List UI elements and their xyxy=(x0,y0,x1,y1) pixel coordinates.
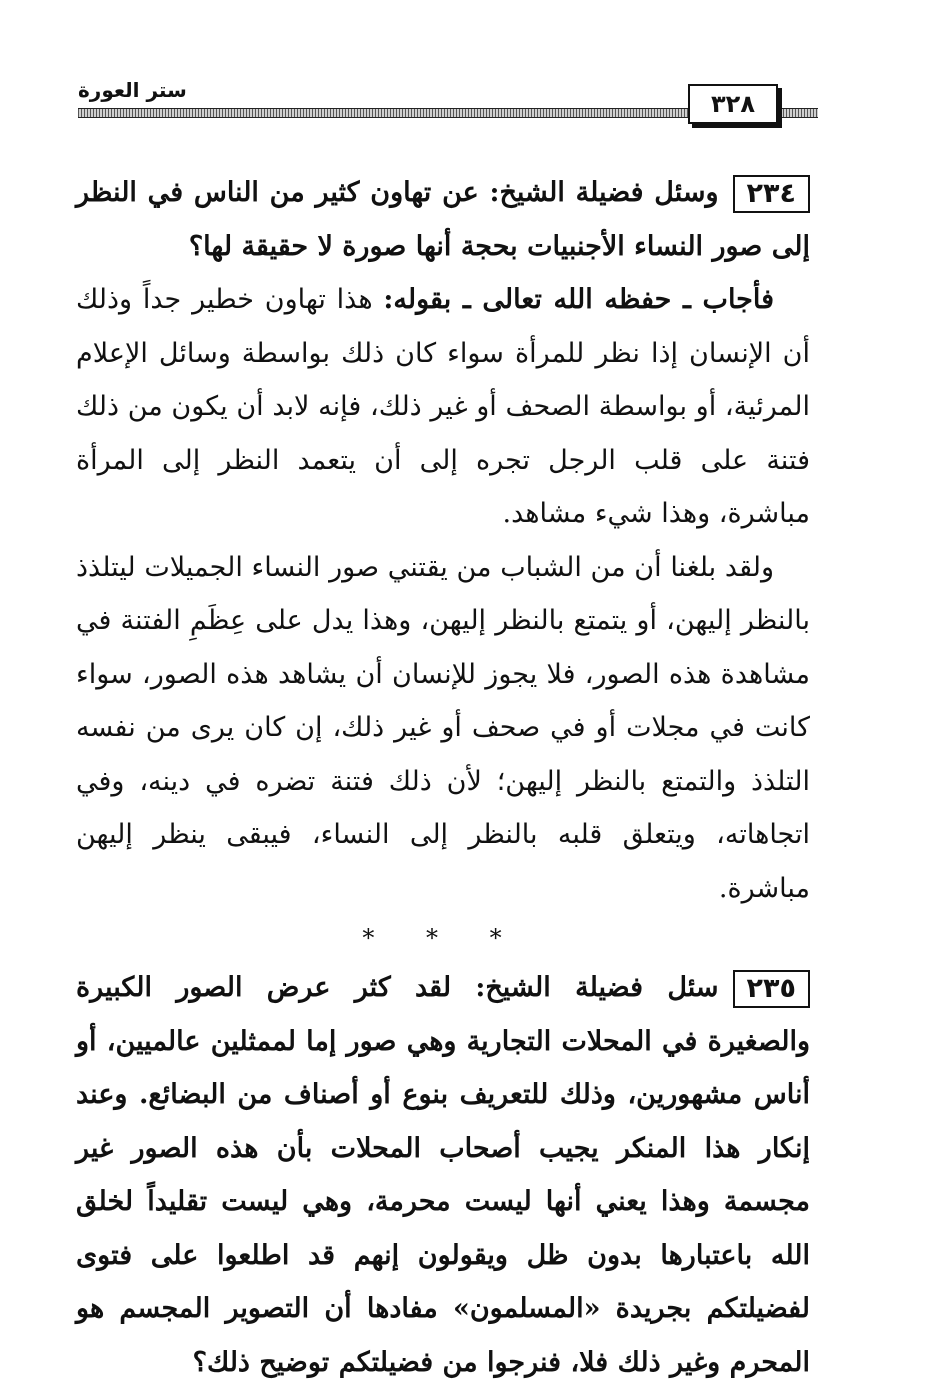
page-body xyxy=(76,166,810,1389)
question-number-234: ٢٣٤ xyxy=(733,175,810,213)
question-234-text: وسئل فضيلة الشيخ: عن تهاون كثير من الناس في النظر إلى صور النساء الأجنبيات بحجة أنها صورة لا حقيقة لها؟ xyxy=(76,177,810,262)
answer-234-text-1: هذا تهاون خطير جداً وذلك أن الإنسان إذا نظر للمرأة سواء كان ذلك بواسطة وسائل الإعلام المرئية، أو بواسطة الصحف أو غير ذلك، فإنه لابد أن يكون من ذلك فتنة على قلب الرجل تجره إلى أن يتعمد النظر إلى المرأة مباشرة، وهذا شيء مشاهد. xyxy=(76,284,810,529)
section-separator: * * * xyxy=(362,924,524,952)
question-235-text: سئل فضيلة الشيخ: لقد كثر عرض الصور الكبيرة والصغيرة في المحلات التجارية وهي صور إما لممثلين عالميين، أو أناس مشهورين، وذلك للتعريف بنوع أو أصناف من البضائع. وعند إنكار هذا المنكر يجيب أصحاب المحلات بأن هذه الصور غير مجسمة وهذا يعني أنها ليست محرمة، وهي ليست تقليداً لخلق الله باعتبارها بدون ظل ويقولون إنهم قد اطلعوا على فتوى لفضيلتكم بجريدة «المسلمون» مفادها أن التصوير المجسم هو المحرم وغير ذلك فلا، فنرجوا من فضيلتكم توضيح ذلك؟ xyxy=(76,972,810,1378)
page-number: ٣٢٨ xyxy=(688,84,778,124)
question-number-235: ٢٣٥ xyxy=(733,970,810,1008)
answer-234-paragraph-2: ولقد بلغنا أن من الشباب من يقتني صور النساء الجميلات ليتلذذ بالنظر إليهن، أو يتمتع بالنظر إليهن، وهذا يدل على عِظَمِ الفتنة في مشاهدة هذه الصور، فلا يجوز للإنسان أن يشاهد هذه الصور، سواء كانت في مجلات أو في صحف أو غير ذلك، إن كان يرى من نفسه التلذذ والتمتع بالنظر إليهن؛ لأن ذلك فتنة تضره في دينه، وفي اتجاهاته، ويتعلق قلبه بالنظر إلى النساء، فيبقى ينظر إليهن مباشرة. xyxy=(76,551,810,904)
answer-234-paragraph-1 xyxy=(76,273,810,541)
question-235 xyxy=(76,961,810,1389)
running-title: ستر العورة xyxy=(78,78,193,102)
question-234 xyxy=(76,166,810,273)
page-header xyxy=(78,78,818,126)
answer-lead: فأجاب ـ حفظه الله تعالى ـ بقوله: xyxy=(383,284,774,315)
